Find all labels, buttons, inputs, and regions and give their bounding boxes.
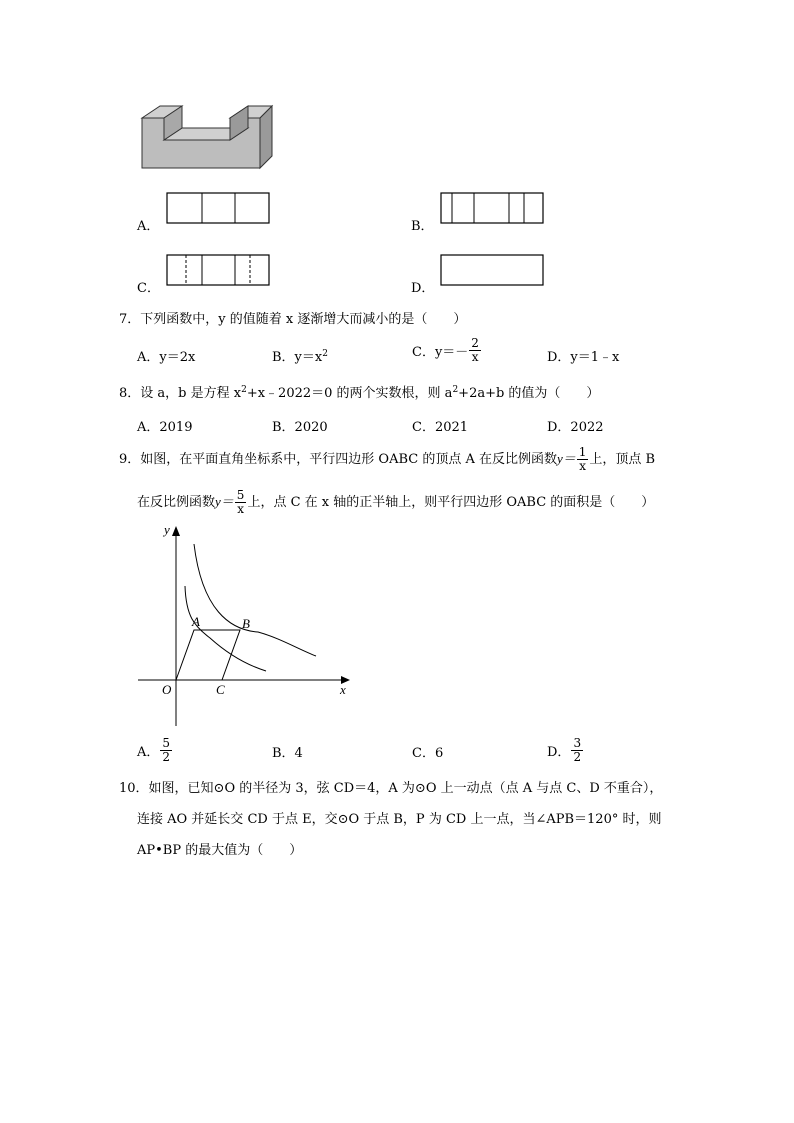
q9-line1-denominator: x (579, 459, 586, 473)
q7-option-a[interactable]: A．y＝2x (137, 350, 196, 365)
q7-stem-text: 下列函数中，y 的值随着 x 逐渐增大而减小的是（ ） (140, 312, 467, 327)
q7-stem (119, 312, 466, 328)
q8-stem-part2: +x﹣2022＝0 的两个实数根，则 a (246, 386, 453, 401)
y-axis-label: y (164, 522, 170, 537)
q9-option-a-fraction (160, 737, 172, 764)
q6-option-c-view (166, 254, 272, 288)
q9-option-c[interactable]: C．6 (412, 746, 444, 761)
q7-number: 7． (119, 312, 141, 327)
q9-line2-function: y＝ (215, 494, 234, 509)
parallelogram-oabc (176, 630, 240, 680)
q10-stem-line2: 连接 AO 并延长交 CD 于点 E，交⊙O 于点 B，P 为 CD 上一点，当∠APB＝120° 时，则 (137, 812, 662, 827)
q10-stem-line3: AP•BP 的最大值为（ ） (137, 843, 303, 858)
q8-option-d[interactable]: D．2022 (547, 420, 604, 435)
y-axis-arrow (172, 526, 180, 536)
q6-solid-figure (138, 102, 278, 174)
q10-stem-line1 (119, 781, 662, 797)
q10-number: 10． (119, 781, 149, 796)
q8-option-b[interactable]: B．2020 (272, 420, 328, 435)
q8-stem-part1: 设 a，b 是方程 x (140, 386, 242, 401)
q9-option-b[interactable]: B．4 (272, 746, 303, 761)
q8-exponent-1: 2 (241, 385, 247, 395)
q9-line2-denominator: x (237, 502, 244, 516)
q9-line1-text: 如图，在平面直角坐标系中，平行四边形 OABC 的顶点 A 在反比例函数 (140, 452, 557, 467)
q8-option-a[interactable]: A．2019 (137, 420, 193, 435)
q7-option-b[interactable] (272, 346, 328, 365)
q7-option-b-text: B．y＝x (272, 350, 323, 365)
q6-option-c-label[interactable]: C． (137, 281, 160, 296)
q9-line1-fraction (577, 446, 589, 473)
q9-option-a-numerator: 5 (162, 736, 171, 750)
q7-option-c-denominator: x (471, 350, 479, 364)
q9-option-d-numerator: 3 (573, 736, 582, 750)
q9-line1-function: y＝ (557, 451, 576, 466)
q8-exponent-2: 2 (452, 385, 459, 395)
q9-line2-text: 在反比例函数 (137, 495, 216, 510)
q7-option-b-exponent: 2 (322, 349, 328, 359)
q7-option-c-fraction (469, 337, 481, 364)
q9-number: 9． (119, 452, 141, 467)
point-a-label: A (192, 614, 200, 629)
q8-stem (119, 386, 599, 402)
point-o-label: O (162, 682, 172, 697)
q9-option-d-text: D． (547, 745, 571, 760)
q9-stem-line1 (119, 446, 655, 473)
q9-option-a-text: A． (137, 745, 160, 760)
q9-option-d-denominator: 2 (573, 750, 582, 764)
q9-line2-fraction (235, 489, 247, 516)
q7-option-d[interactable]: D．y＝1﹣x (547, 350, 620, 365)
q10-line1-text: 如图，已知⊙O 的半径为 3，弦 CD＝4，A 为⊙O 上一动点（点 A 与点 C、D 不重合）， (148, 781, 663, 796)
q9-option-d-fraction (571, 737, 583, 764)
curve-y-5-over-x (194, 544, 316, 656)
q6-option-b-label[interactable]: B． (411, 219, 434, 234)
q6-option-a-view (166, 192, 272, 226)
q9-stem-line2 (137, 489, 654, 516)
q9-line2-numerator: 5 (236, 488, 245, 502)
q6-option-d-view (440, 254, 546, 288)
q9-option-a-denominator: 2 (162, 750, 171, 764)
point-c-label: C (216, 682, 225, 697)
q9-coordinate-figure (130, 520, 360, 730)
q6-option-a-label[interactable]: A． (137, 219, 160, 234)
q8-stem-part3: +2a+b 的值为（ ） (458, 386, 600, 401)
q6-option-b-view (440, 192, 546, 226)
q8-number: 8． (119, 386, 141, 401)
q7-option-c[interactable] (412, 337, 482, 364)
q9-line1-tail: 上，顶点 B (589, 452, 656, 467)
q7-option-c-text: C．y＝－ (412, 345, 469, 360)
q9-line1-numerator: 1 (578, 445, 587, 459)
q9-option-d[interactable] (547, 737, 584, 764)
point-b-label: B (242, 616, 250, 631)
x-axis-label: x (340, 682, 346, 697)
q6-option-d-label[interactable]: D． (411, 281, 435, 296)
q7-option-c-numerator: 2 (471, 336, 479, 350)
q9-option-a[interactable] (137, 737, 173, 764)
q8-option-c[interactable]: C．2021 (412, 420, 469, 435)
q9-line2-tail: 上，点 C 在 x 轴的正半轴上，则平行四边形 OABC 的面积是（ ） (247, 495, 655, 510)
